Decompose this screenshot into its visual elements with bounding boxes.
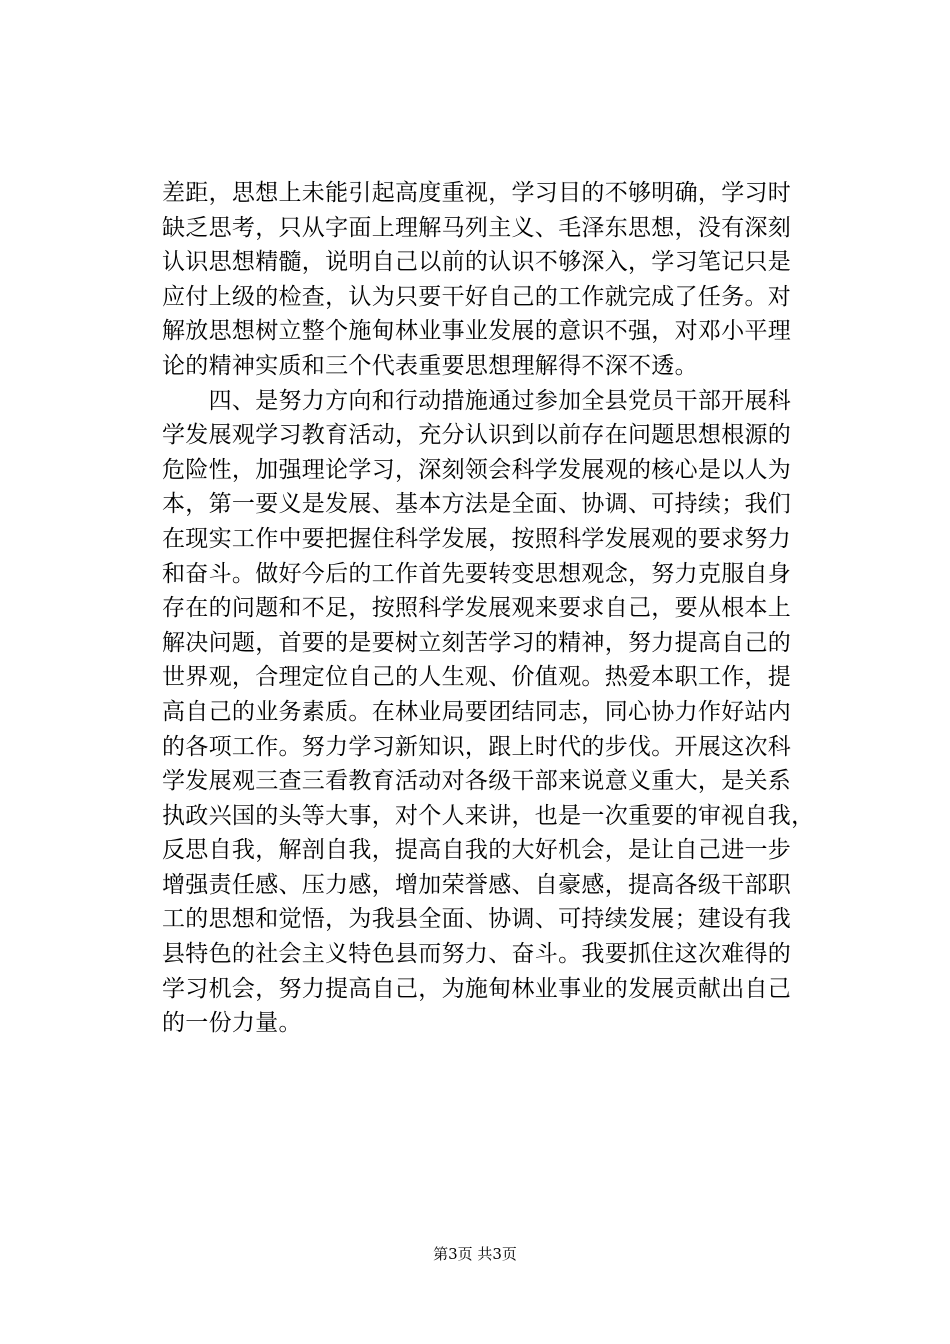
text-line: 增强责任感、压力感，增加荣誉感、自豪感，提高各级干部职 [162, 871, 792, 898]
text-line: 的一份力量。 [162, 1010, 302, 1037]
page-number-footer: 第3页 共3页 [433, 1245, 517, 1263]
text-line: 县特色的社会主义特色县而努力、奋斗。我要抓住这次难得的 [162, 941, 792, 968]
text-line: 差距，思想上未能引起高度重视，学习目的不够明确，学习时 [162, 180, 792, 206]
text-line: 高自己的业务素质。在林业局要团结同志，同心协力作好站内 [162, 698, 792, 725]
text-line: 学习机会，努力提高自己，为施甸林业事业的发展贡献出自己 [162, 975, 792, 1002]
text-line: 学发展观学习教育活动，充分认识到以前存在问题思想根源的 [162, 422, 792, 449]
text-line: 和奋斗。做好今后的工作首先要转变思想观念，努力克服自身 [162, 560, 792, 587]
text-line: 工的思想和觉悟，为我县全面、协调、可持续发展；建设有我 [162, 906, 792, 933]
text-line: 解放思想树立整个施甸林业事业发展的意识不强，对邓小平理 [162, 318, 792, 345]
text-line: 世界观，合理定位自己的人生观、价值观。热爱本职工作，提 [162, 664, 792, 691]
text-line: 学发展观三查三看教育活动对各级干部来说意义重大，是关系 [162, 768, 792, 795]
text-line: 应付上级的检查，认为只要干好自己的工作就完成了任务。对 [162, 283, 792, 310]
text-line: 四、是努力方向和行动措施通过参加全县党员干部开展科 [162, 387, 792, 414]
text-line: 的各项工作。努力学习新知识，跟上时代的步伐。开展这次科 [162, 733, 792, 760]
text-line: 认识思想精髓，说明自己以前的认识不够深入，学习笔记只是 [162, 249, 792, 276]
text-line: 存在的问题和不足，按照科学发展观来要求自己，要从根本上 [162, 595, 792, 622]
text-line: 缺乏思考，只从字面上理解马列主义、毛泽东思想，没有深刻 [162, 214, 792, 241]
text-line: 在现实工作中要把握住科学发展，按照科学发展观的要求努力 [162, 525, 792, 552]
text-line: 本，第一要义是发展、基本方法是全面、协调、可持续；我们 [162, 491, 792, 518]
body-text [162, 176, 834, 1041]
text-line: 危险性，加强理论学习，深刻领会科学发展观的核心是以人为 [162, 456, 792, 483]
text-line: 反思自我，解剖自我，提高自我的大好机会，是让自己进一步 [162, 837, 792, 864]
text-line: 论的精神实质和三个代表重要思想理解得不深不透。 [162, 352, 698, 379]
text-line: 执政兴国的头等大事，对个人来讲，也是一次重要的审视自我， [162, 802, 815, 829]
text-line: 解决问题，首要的是要树立刻苦学习的精神，努力提高自己的 [162, 629, 792, 656]
